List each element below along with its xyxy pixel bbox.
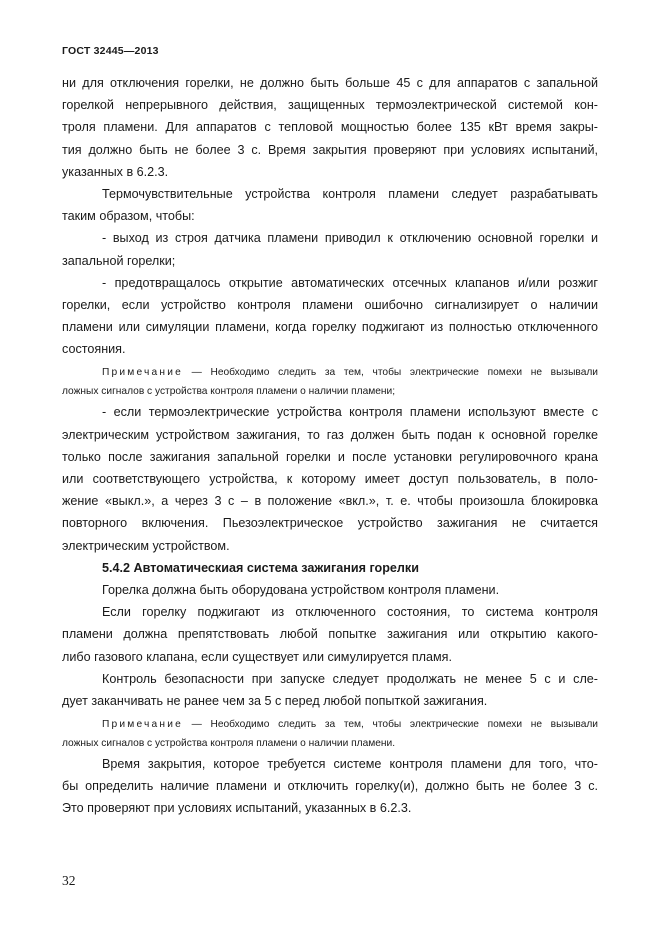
text-line: таким образом, чтобы:	[62, 209, 195, 224]
text-line: - выход из строя датчика пламени приводил к отключению основной горелки и	[102, 231, 598, 246]
note-line: ложных сигналов с устройства контроля пламени о наличии пламени.	[62, 738, 396, 750]
note-line	[62, 712, 598, 734]
text-line: электрическим устройством.	[62, 538, 230, 553]
text-line: бы определить наличие пламени и отключить горелку(и), должно быть не более 3 с.	[62, 779, 598, 794]
text-line: пламени или симуляции пламени, когда горелку поджигают из полностью отключенного	[62, 320, 598, 335]
text-line: - предотвращалось открытие автоматических отсечных клапанов и/или розжиг	[102, 275, 598, 290]
text-line: указанных в 6.2.3.	[62, 164, 169, 179]
document-header: ГОСТ 32445—2013	[62, 45, 159, 57]
text-line: троля пламени. Для аппаратов с тепловой мощностью более 135 кВт время закры-	[62, 120, 598, 135]
text-line: Контроль безопасности при запуске следует продолжать не менее 5 с и сле-	[102, 671, 598, 686]
text-line: Если горелку поджигают из отключенного состояния, то система контроля	[102, 605, 598, 620]
text-line: Это проверяют при условиях испытаний, указанных в 6.2.3.	[62, 801, 412, 816]
text-line: пламени должна препятствовать любой попытке зажигания или открытию какого-	[62, 627, 598, 642]
note-text: — Необходимо следить за тем, чтобы электрические помехи не вызывали	[182, 719, 598, 731]
section-heading: 5.4.2 Автоматическиая система зажигания горелки	[102, 560, 419, 575]
text-line: электрическим устройством зажигания, то газ должен быть подан к основной горелке	[62, 427, 598, 442]
text-line: ни для отключения горелки, не должно быть больше 45 с для аппаратов с запальной	[62, 76, 598, 90]
note-label: Примечание	[102, 367, 183, 379]
text-line: запальной горелки;	[62, 253, 176, 268]
note-label: Примечание	[102, 719, 183, 731]
page-number: 32	[62, 873, 76, 888]
text-line: только после зажигания запальной горелки и после установки регулировочного крана	[62, 449, 598, 464]
text-line: Горелка должна быть оборудована устройством контроля пламени.	[102, 582, 500, 597]
text-line: Термочувствительные устройства контроля пламени следует разрабатывать	[102, 186, 598, 201]
text-line: - если термоэлектрические устройства контроля пламени используют вместе с	[102, 405, 598, 420]
text-line: горелкой непрерывного действия, защищенных термоэлектрической системой кон-	[62, 98, 598, 113]
note-text: — Необходимо следить за тем, чтобы электрические помехи не вызывали	[182, 367, 598, 379]
text-line: повторного включения. Пьезоэлектрическое устройство зажигания не считается	[62, 516, 598, 531]
text-line: жение «выкл.», а через 3 с – в положение «вкл.», т. е. чтобы произошла блокировка	[62, 494, 598, 509]
text-line: состояния.	[62, 342, 126, 357]
text-line: дует заканчивать не ранее чем за 5 с перед любой попыткой зажигания.	[62, 693, 488, 708]
text-line: либо газового клапана, если существует или симулируется пламя.	[62, 649, 453, 664]
text-line: или соответствующего устройства, к которому имеет доступ пользователь, в поло-	[62, 472, 598, 486]
page-body	[62, 72, 598, 820]
note-line	[62, 360, 598, 382]
text-line: горелки, если устройство контроля пламени ошибочно сигнализирует о наличии	[62, 297, 598, 312]
note-line: ложных сигналов с устройства контроля пламени о наличии пламени;	[62, 386, 396, 398]
text-line: тия должно быть не более 3 с. Время закрытия проверяют при условиях испытаний,	[62, 142, 598, 157]
text-line: Время закрытия, которое требуется системе контроля пламени для того, что-	[102, 757, 598, 772]
